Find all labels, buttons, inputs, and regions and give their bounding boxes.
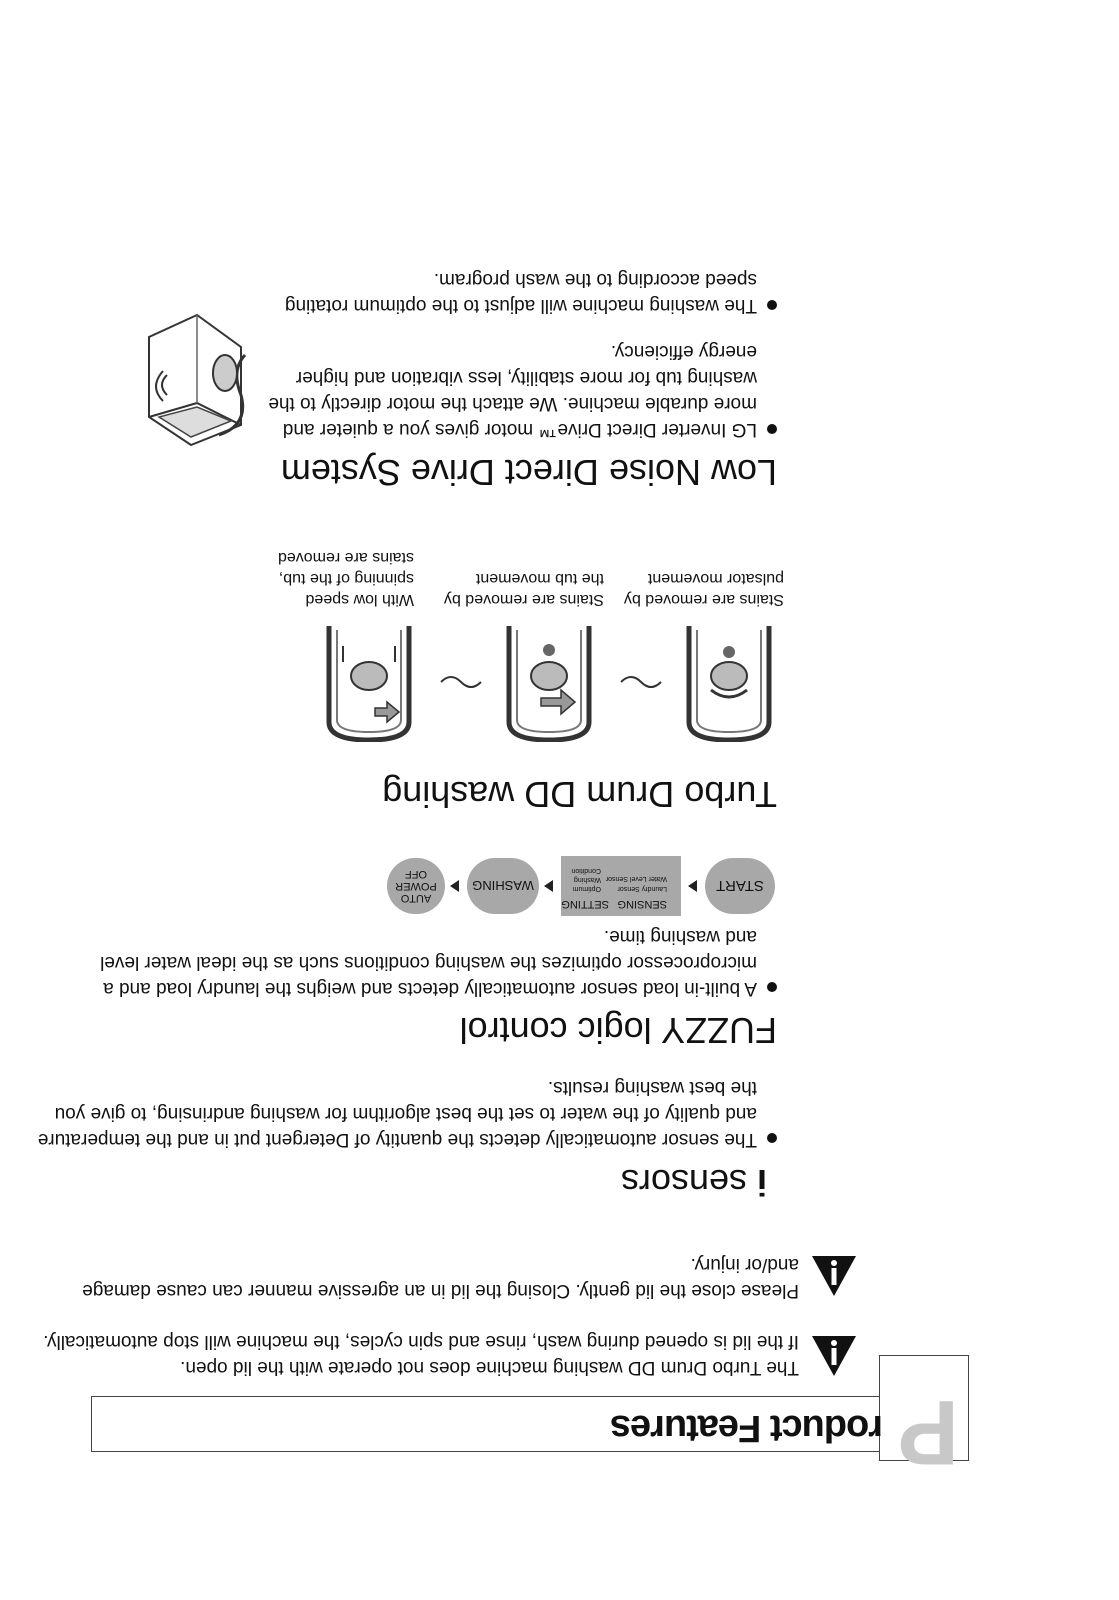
flow-sensing-setting: SENSING SETTING Laundry Sensor Water Level Sensor Optimum Washing Condition <box>561 856 681 916</box>
lownoise-b1-line-2: more durable machine. We attach the motor directly to the <box>268 393 757 414</box>
caption-spin: With low speed spinning of the tub, stains are removed <box>277 549 414 608</box>
lownoise-title: Low Noise Direct Drive System <box>280 452 777 493</box>
warning-line-2: If the lid is opened during wash, rinse and spin cycles, the machine will stop automatically. <box>43 1331 799 1352</box>
lownoise-b2-line-2: speed according to the wash program. <box>433 269 757 290</box>
bullet <box>767 300 777 310</box>
warning-line-4: and/or injury. <box>690 1254 799 1275</box>
flow-washing: WASHING <box>467 858 539 914</box>
lownoise-b1-line-1: LG Inverter Direct Drive™ motor gives you a quieter and <box>282 419 757 440</box>
flow-arrow <box>450 880 459 892</box>
fuzzy-line-2: microprocessor optimizes the washing conditions such as the ideal water level <box>100 952 757 973</box>
caption-pulsator: Stains are removed by pulsator movement <box>623 570 784 608</box>
page-title: roduct Features <box>610 1407 883 1449</box>
fuzzy-line-1: A built-in load sensor automatically detects and weighs the laundry load and a <box>103 978 757 999</box>
fuzzy-title: FUZZY logic control <box>459 1010 777 1051</box>
warning-icon <box>811 1254 857 1298</box>
lownoise-b1-line-3: washing tub for more stability, less vibration and higher <box>295 367 757 388</box>
lownoise-b2-line-1: The washing machine will adjust to the optimum rotating <box>284 295 757 316</box>
bullet <box>767 1133 777 1143</box>
warning-icon <box>811 1334 857 1378</box>
sensors-title: sensors <box>620 1162 747 1203</box>
drum-illustration-pulsator <box>689 626 769 740</box>
bullet <box>767 424 777 434</box>
drum-illustration-tub <box>509 626 589 740</box>
sensors-prefix: i <box>756 1162 767 1203</box>
turbo-title: Turbo Drum DD washing <box>382 774 777 815</box>
sensors-line-1: The sensor automatically detects the quantity of Detergent put in and the temperature <box>37 1129 757 1150</box>
header-letter: P <box>897 1381 959 1483</box>
caption-tub: Stains are removed by the tub movement <box>443 570 604 608</box>
washer-motor-illustration <box>134 310 259 465</box>
drum-illustration-spin <box>329 626 409 740</box>
sensors-line-2: and quality of the water to set the best algorithm for washing andrinsing, to give you <box>54 1103 757 1124</box>
warning-line-1: The Turbo Drum DD washing machine does not operate with the lid open. <box>180 1357 799 1378</box>
sensors-line-3: the best washing results. <box>547 1077 757 1098</box>
fuzzy-line-3: and washing time. <box>603 926 757 947</box>
flow-arrow <box>688 880 697 892</box>
warning-line-3: Please close the lid gently. Closing the lid in an agressive manner can cause damage <box>82 1280 799 1301</box>
wash-diagram <box>309 622 779 742</box>
flow-start: START <box>705 858 775 914</box>
flow-auto-power-off: AUTO POWER OFF <box>387 858 445 914</box>
bullet <box>767 982 777 992</box>
flow-arrow <box>544 880 553 892</box>
lownoise-b1-line-4: energy efficiency. <box>610 341 757 362</box>
